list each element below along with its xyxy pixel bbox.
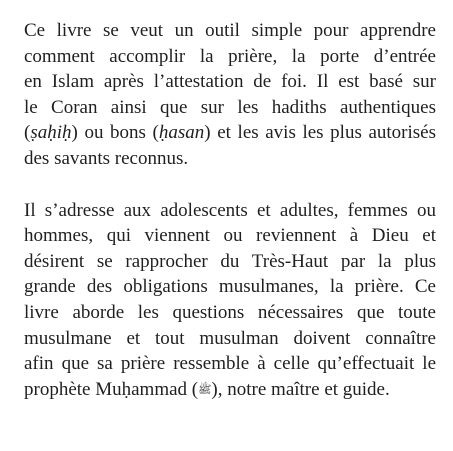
- text-line: en Islam après l’attestation de foi. Il est basé sur: [24, 71, 436, 93]
- text-fragment: prophète Muḥammad (: [24, 378, 199, 400]
- text-line: comment accomplir la prière, la porte d’entrée: [24, 45, 436, 67]
- paragraph-2: [24, 198, 436, 403]
- italic-term-hasan: ḥasan: [158, 122, 205, 144]
- italic-term-sahih: ṣaḥiḥ: [30, 122, 72, 144]
- text-line: des savants reconnus.: [24, 147, 189, 169]
- salawat-honorific: ﷺ: [198, 382, 212, 396]
- text-fragment: ), notre maître et guide.: [211, 378, 390, 400]
- text-line: Il s’adresse aux adolescents et adultes, femmes ou: [24, 199, 436, 221]
- paragraph-1: [24, 18, 436, 172]
- document-page: [24, 18, 436, 402]
- text-line: hommes, qui viennent ou reviennent à Dieu et: [24, 225, 436, 247]
- text-line: grande des obligations musulmanes, la prière. Ce: [24, 276, 436, 298]
- text-line: le Coran ainsi que sur les hadiths authentiques: [24, 96, 436, 118]
- text-line: [24, 120, 436, 146]
- text-fragment: ) ou bons (: [71, 122, 159, 144]
- text-line: livre aborde les questions nécessaires que toute: [24, 301, 436, 323]
- text-fragment: ) et les avis les plus autorisés: [204, 122, 436, 144]
- text-line: afin que sa prière ressemble à celle qu’effectuait le: [24, 353, 436, 375]
- text-line: désirent se rapprocher du Très-Haut par la plus: [24, 250, 436, 272]
- text-fragment: (: [24, 122, 31, 144]
- text-line: musulmane et tout musulman doivent connaître: [24, 327, 436, 349]
- text-line: [24, 377, 436, 403]
- text-line: Ce livre se veut un outil simple pour apprendre: [24, 20, 436, 41]
